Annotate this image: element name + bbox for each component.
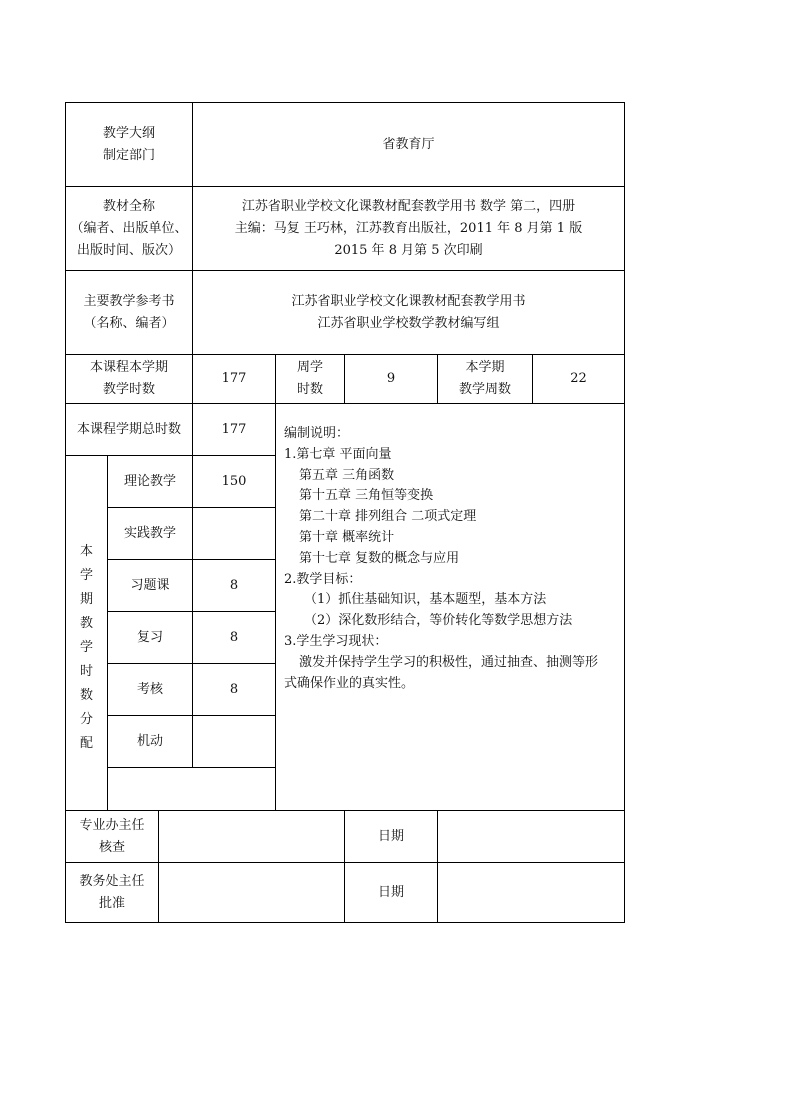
review-date-field[interactable] [438, 811, 624, 862]
weeks-value-text: 22 [570, 371, 587, 386]
total-value [193, 404, 275, 455]
textbook-value-line3: 2015 年 8 月第 5 次印刷 [334, 242, 483, 258]
distribution-row-label: 复习 [136, 629, 163, 645]
notes-line: 第五章 三角函数 [299, 467, 395, 483]
dept-label [66, 103, 192, 186]
review-label-line1: 专业办主任 [79, 817, 145, 833]
distribution-char: 本 [79, 544, 93, 559]
weeks-label-line1: 本学期 [465, 360, 505, 375]
distribution-char: 期 [79, 592, 93, 607]
approve-label-line2: 批准 [98, 895, 125, 911]
distribution-char: 教 [79, 616, 93, 631]
textbook-label-line1: 教材全称 [102, 198, 155, 214]
textbook-value [193, 187, 624, 270]
ref-label [66, 271, 192, 354]
distribution-row-label: 机动 [136, 733, 163, 749]
total-label-text: 本课程学期总时数 [76, 421, 181, 437]
distribution-row-value [193, 508, 275, 559]
notes-line: 第十五章 三角恒等变换 [299, 488, 434, 504]
compilation-notes [284, 424, 620, 694]
ref-value-line1: 江苏省职业学校文化课教材配套教学用书 [291, 293, 526, 309]
notes-line: 3.学生学习现状： [284, 633, 388, 649]
distribution-row-value: 8 [229, 577, 239, 593]
ref-label-line1: 主要教学参考书 [83, 293, 175, 309]
approve-date-field[interactable] [438, 863, 624, 922]
ref-label-line2: （名称、编者） [83, 315, 175, 331]
distribution-char: 配 [79, 736, 93, 751]
distribution-char: 时 [79, 664, 93, 679]
notes-line: 激发并保持学生学习的积极性，通过抽查、抽测等形 [299, 654, 599, 670]
dept-label-line2: 制定部门 [102, 147, 155, 163]
notes-line: 1.第七章 平面向量 [284, 446, 392, 462]
hours-value-text: 177 [221, 371, 247, 386]
weekly-label-line1: 周学 [296, 360, 323, 375]
approve-date-label [345, 863, 437, 922]
distribution-row-label: 考核 [136, 681, 163, 697]
ref-value [193, 271, 624, 354]
approve-label [66, 863, 158, 922]
notes-line: 式确保作业的真实性。 [284, 675, 415, 691]
weekly-label-line2: 时数 [296, 382, 323, 397]
notes-heading: 编制说明： [284, 426, 350, 441]
weekly-label [276, 355, 344, 403]
notes-line: 2.教学目标： [284, 571, 362, 587]
weeks-label-line2: 教学周数 [458, 382, 511, 397]
total-label [66, 404, 192, 455]
weekly-value-text: 9 [386, 371, 396, 386]
textbook-label [66, 187, 192, 270]
textbook-label-line2: （编者、出版单位、 [70, 220, 188, 236]
distribution-row-value [193, 716, 275, 767]
distribution-row-value: 8 [229, 681, 239, 697]
textbook-value-line2: 主编：马复 王巧林，江苏教育出版社，2011 年 8 月第 1 版 [234, 220, 583, 236]
approve-date-label-text: 日期 [377, 884, 404, 900]
distribution-row-label: 习题课 [130, 577, 170, 593]
distribution-row-value: 8 [229, 629, 239, 645]
hours-label-line2: 教学时数 [102, 382, 155, 397]
distribution-char: 分 [79, 712, 93, 727]
distribution-row-label: 理论教学 [123, 473, 176, 489]
textbook-label-line3: 出版时间、版次） [76, 242, 181, 258]
dept-label-line1: 教学大纲 [102, 125, 155, 141]
distribution-char: 学 [79, 568, 93, 583]
distribution-char: 学 [79, 640, 93, 655]
notes-line: 第十章 概率统计 [299, 529, 395, 545]
hours-label-line1: 本课程本学期 [89, 360, 168, 375]
total-value-text: 177 [221, 421, 247, 437]
weeks-value [533, 355, 624, 403]
review-date-label [345, 811, 437, 862]
review-signature-field[interactable] [159, 811, 344, 862]
dept-value [193, 103, 624, 186]
dept-value-text: 省教育厅 [382, 136, 435, 152]
approve-label-line1: 教务处主任 [79, 873, 145, 889]
distribution-row-value: 150 [221, 473, 247, 489]
review-label-line2: 核查 [98, 839, 125, 855]
notes-line: （1）抓住基础知识，基本题型，基本方法 [304, 592, 547, 608]
ref-value-line2: 江苏省职业学校数学教材编写组 [317, 315, 500, 331]
notes-line: 第二十章 排列组合 二项式定理 [299, 509, 477, 525]
review-label [66, 811, 158, 862]
distribution-label [66, 456, 107, 810]
notes-line: （2）深化数形结合，等价转化等数学思想方法 [304, 613, 573, 629]
hours-value [193, 355, 275, 403]
review-date-label-text: 日期 [377, 828, 404, 844]
weekly-value [345, 355, 437, 403]
textbook-value-line1: 江苏省职业学校文化课教材配套教学用书 数学 第二，四册 [241, 198, 576, 214]
approve-signature-field[interactable] [159, 863, 344, 922]
hours-label [66, 355, 192, 403]
weeks-label [438, 355, 532, 403]
distribution-row-label: 实践教学 [123, 525, 176, 541]
distribution-char: 数 [79, 688, 93, 703]
notes-line: 第十七章 复数的概念与应用 [299, 550, 460, 566]
